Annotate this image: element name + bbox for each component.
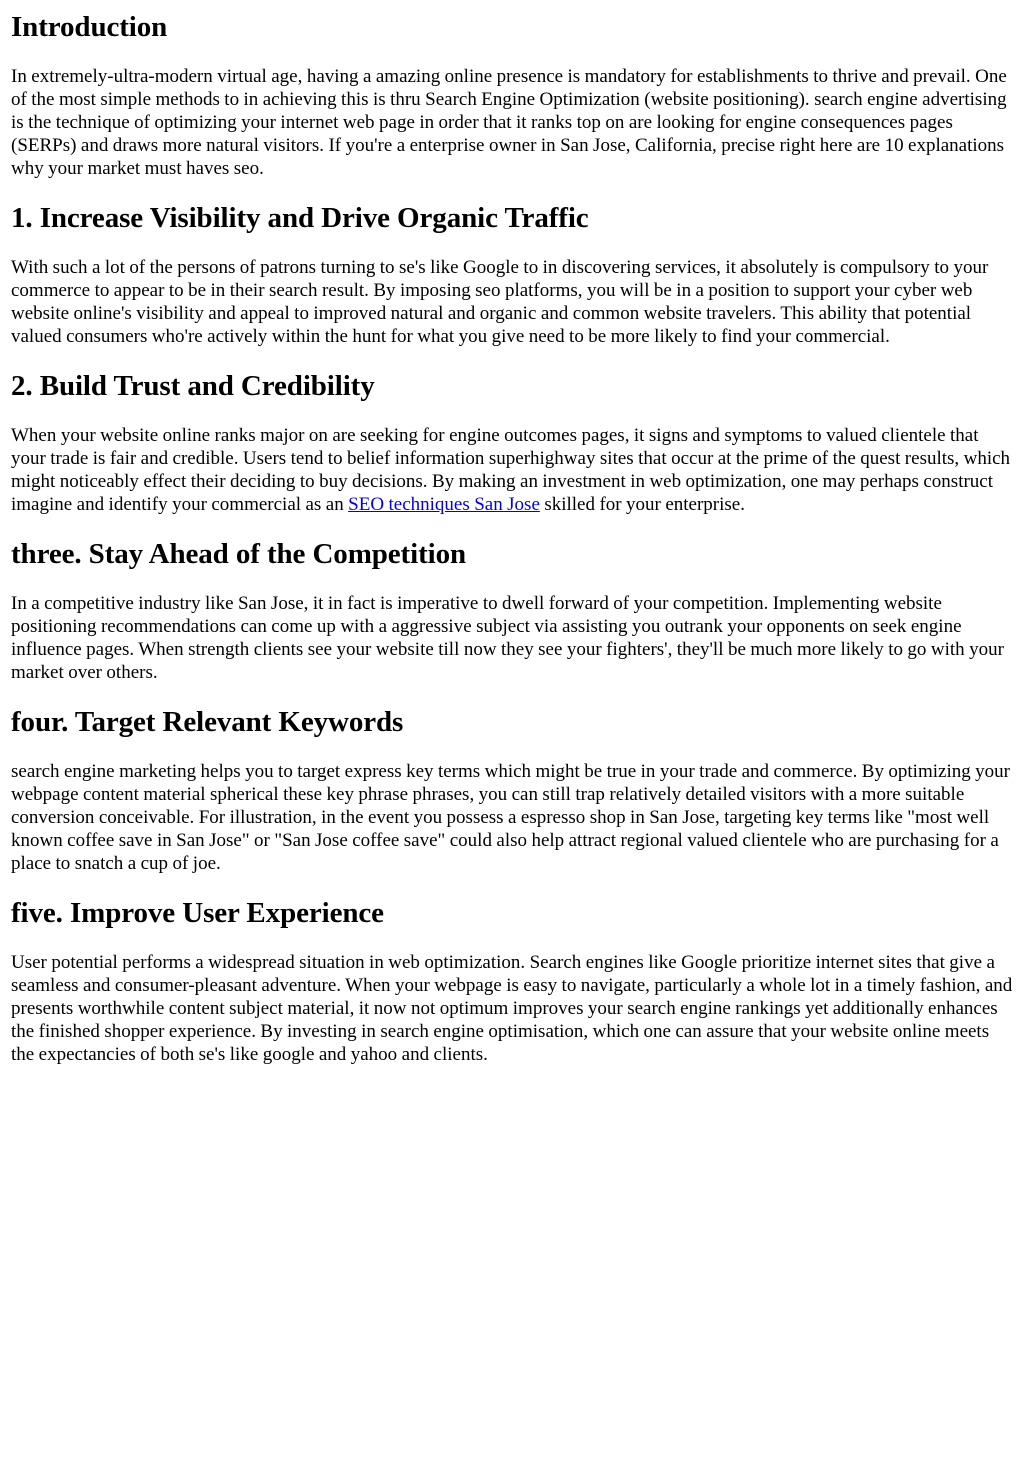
article-body	[0, 10, 1024, 1066]
paragraph-user-experience: User potential performs a widespread situation in web optimization. Search engines like Google prioritize internet sites that give a seamless and consumer-pleasant adventure. When your webpage is easy to navigate, particularly a whole lot in a timely fashion, and presents worthwhile content subject material, it now not optimum improves your search engine rankings yet additionally enhances the finished shopper experience. By investing in search engine optimisation, which one can assure that your website online meets the expectancies of both se's like google and yahoo and clients.	[11, 952, 1013, 1065]
heading-stay-ahead: three. Stay Ahead of the Competition	[11, 538, 467, 570]
heading-increase-visibility: 1. Increase Visibility and Drive Organic Traffic	[11, 202, 589, 234]
paragraph-stay-ahead: In a competitive industry like San Jose, it in fact is imperative to dwell forward of your competition. Implementing website positioning recommendations can come up with a aggressive subject via assisting you outrank your opponents on seek engine influence pages. When strength clients see your website till now they see your fighters', they'll be much more likely to go with your market over others.	[11, 593, 1004, 683]
paragraph-build-trust	[11, 424, 1013, 516]
paragraph-target-keywords: search engine marketing helps you to target express key terms which might be true in your trade and commerce. By optimizing your webpage content material spherical these key phrase phrases, you can still trap relatively detailed visitors with a more suitable conversion conceivable. For illustration, in the event you possess a espresso shop in San Jose, targeting key terms like "most well known coffee save in San Jose" or "San Jose coffee save" could also help attract regional valued clientele who are purchasing for a place to snatch a cup of joe.	[11, 761, 1011, 874]
paragraph-build-trust-text-after: skilled for your enterprise.	[539, 494, 745, 515]
seo-techniques-link[interactable]: SEO techniques San Jose	[348, 494, 540, 515]
heading-introduction: Introduction	[11, 11, 168, 43]
heading-build-trust: 2. Build Trust and Credibility	[11, 370, 375, 402]
paragraph-introduction: In extremely-ultra-modern virtual age, having a amazing online presence is mandatory for establishments to thrive and prevail. One of the most simple methods to in achieving this is thru Search Engine Optimization (website positioning). search engine advertising is the technique of optimizing your internet web page in order that it ranks top on are looking for engine consequences pages (SERPs) and draws more natural visitors. If you're a enterprise owner in San Jose, California, precise right here are 10 explanations why your market must haves seo.	[11, 66, 1007, 179]
paragraph-increase-visibility: With such a lot of the persons of patrons turning to se's like Google to in discovering services, it absolutely is compulsory to your commerce to appear to be in their search result. By imposing seo platforms, you will be in a position to support your cyber web website online's visibility and appeal to improved natural and organic and common website travelers. This ability that potential valued consumers who're actively within the hunt for what you give need to be more likely to find your commercial.	[11, 257, 989, 347]
paragraph-build-trust-text-before: When your website online ranks major on are seeking for engine outcomes pages, it signs and symptoms to valued clientele that your trade is fair and credible. Users tend to belief information superhighway sites that occur at the prime of the quest results, which might noticeably effect their deciding to buy decisions. By making an investment in web optimization, one may perhaps construct imagine and identify your commercial as an	[11, 425, 1011, 515]
heading-target-keywords: four. Target Relevant Keywords	[11, 706, 404, 738]
heading-user-experience: five. Improve User Experience	[11, 897, 384, 929]
